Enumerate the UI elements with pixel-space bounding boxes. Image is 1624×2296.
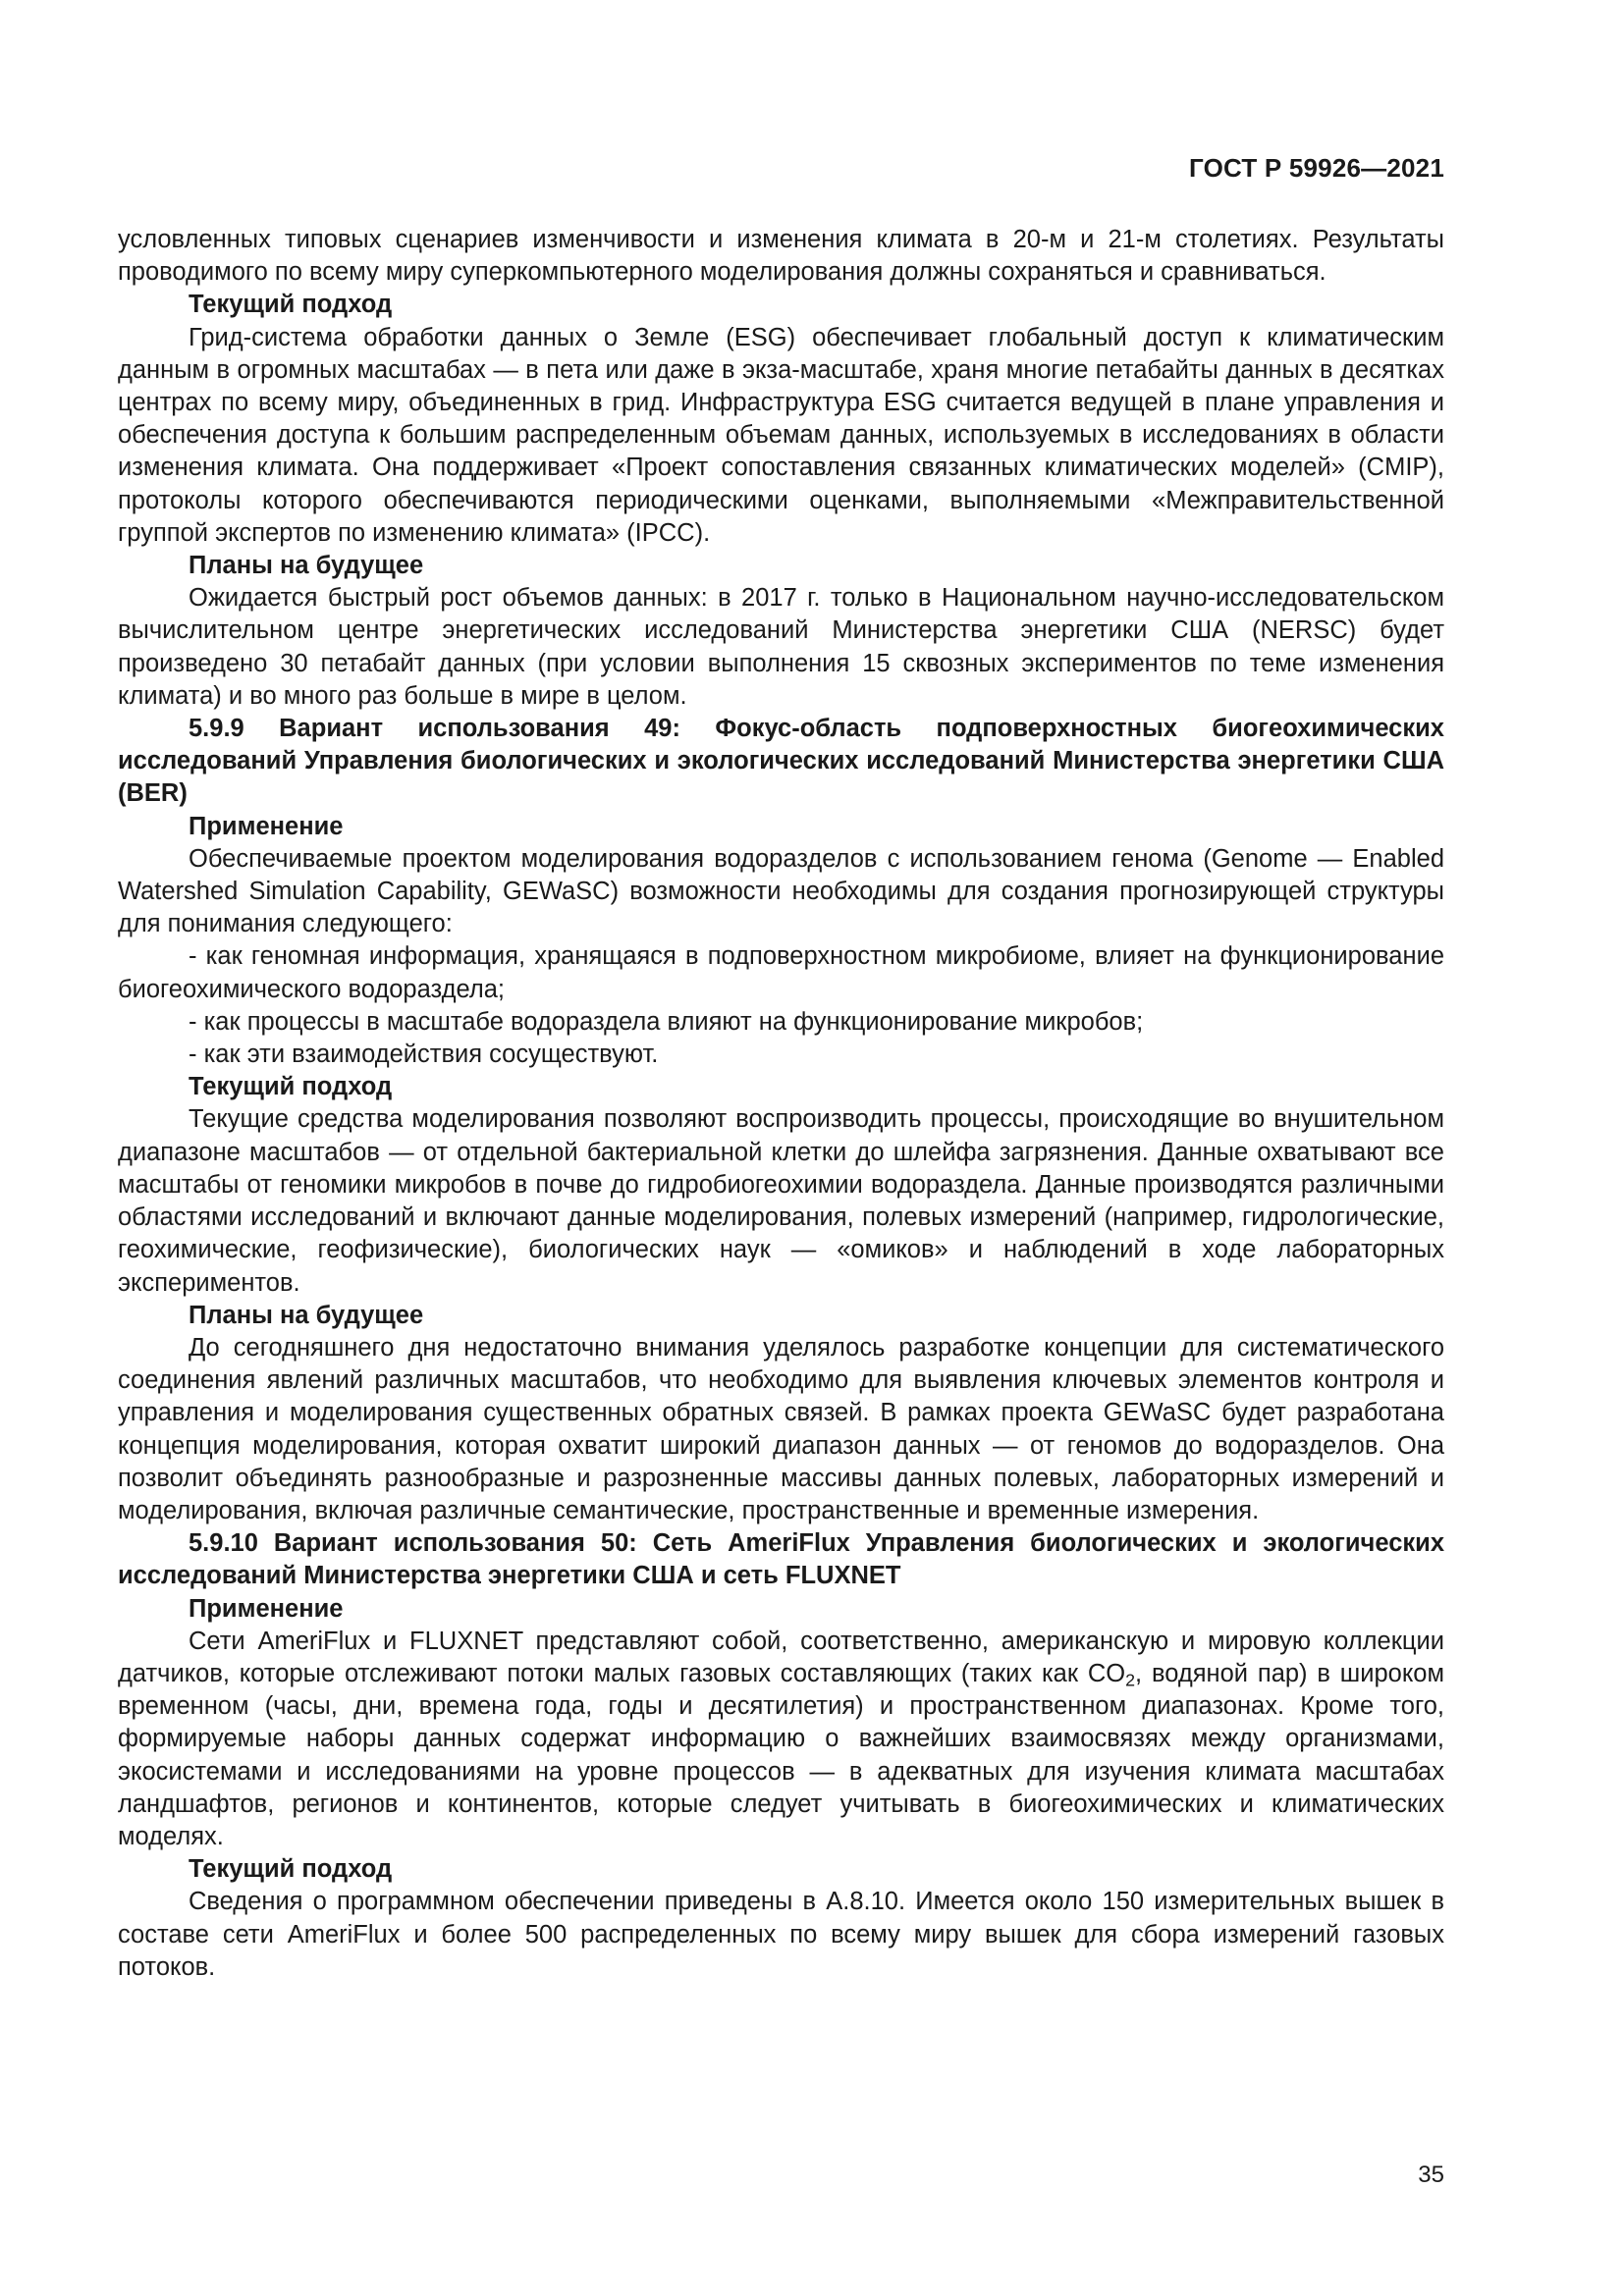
document-header: ГОСТ Р 59926—2021 [1189,153,1444,183]
paragraph-modeling-tools: Текущие средства моделирования позволяют воспроизводить процессы, происходящие во внушительном диапазоне масштабов — от отдельной бактериальной клетки до шлейфа загрязнения. Данные охватывают все масштабы от геномики микробов в почве до гидробиогеохимии водораздела. Данные производятся различными областями исследований и включают данные моделирования, полевых измерений (например, гидрологические, геохимические, геофизические), биологических наук — «омиков» и наблюдений в ходе лабораторных экспериментов. [118,1105,1444,1297]
section-heading-5-9-10: 5.9.10 Вариант использования 50: Сеть AmeriFlux Управления биологических и экологических исследований Министерства энергетики США и сеть FLUXNET [118,1529,1444,1590]
section-heading-5-9-9: 5.9.9 Вариант использования 49: Фокус-область подповерхностных биогеохимических исследований Управления биологических и экологических исследований Министерства энергетики США (BER) [118,715,1444,808]
subheading-current-approach: Текущий подход [189,1073,393,1101]
paragraph-nersc: Ожидается быстрый рост объемов данных: в 2017 г. только в Национальном научно-исследовательском вычислительном центре энергетических исследований Министерства энергетики США (NERSC) будет произведено 30 петабайт данных (при условии выполнения 15 сквозных экспериментов по теме изменения климата) и во много раз больше в мире в целом. [118,584,1444,710]
list-item: - как эти взаимодействия сосуществуют. [189,1041,659,1069]
subheading-future-plans: Планы на будущее [189,552,424,580]
list-item: - как геномная информация, хранящаяся в подповерхностном микробиоме, влияет на функционирование биогеохимического водораздела; [118,942,1444,1003]
paragraph-continuation: условленных типовых сценариев изменчивости и изменения климата в 20-м и 21-м столетиях. Результаты проводимого по всему миру суперкомпьютерного моделирования должны сохраняться и сравниваться. [118,226,1444,287]
paragraph-esg: Грид-система обработки данных о Земле (ESG) обеспечивает глобальный доступ к климатическим данным в огромных масштабах — в пета или даже в экза-масштабе, храня многие петабайты данных в десятках центрах по всему миру, объединенных в грид. Инфраструктура ESG считается ведущей в плане управления и обеспечения доступа к большим распределенным объемам данных, используемых в исследованиях в области изменения климата. Она поддерживает «Проект сопоставления связанных климатических моделей» (CMIP), протоколы которого обеспечиваются периодическими оценками, выполняемыми «Межправительственной группой экспертов по изменению климата» (IPCC). [118,323,1444,547]
subheading-application: Применение [189,1594,344,1623]
paragraph-gewasc-concept: До сегодняшнего дня недостаточно внимания уделялось разработке концепции для систематического соединения явлений различных масштабов, что необходимо для выявления ключевых элементов контроля и управления и моделирования существенных обратных связей. В рамках проекта GEWaSC будет разработана концепция моделирования, которая охватит широкий диапазон данных — от геномов до водоразделов. Она позволит объединять разнообразные и разрозненные массивы данных полевых, лабораторных измерений и моделирования, включая различные семантические, пространственные и временные измерения. [118,1333,1444,1524]
list-item: - как процессы в масштабе водораздела влияют на функционирование микробов; [189,1007,1144,1036]
text-segment: Сети AmeriFlux и FLUXNET представляют собой, соответственно, американскую и мировую коллекции датчиков, которые отслеживают потоки малых газовых составляющих (таких как CO [118,1627,1444,1687]
subheading-application: Применение [189,812,344,840]
subheading-current-approach: Текущий подход [189,291,393,319]
subheading-future-plans: Планы на будущее [189,1301,424,1329]
text-segment: , водяной пар) в широком временном (часы, дни, времена года, годы и десятилетия) и пространственном диапазонах. Кроме того, формируемые наборы данных содержат информацию о важнейших взаимосвязях между организмами, экосистемами и исследованиями на уровне процессов — в адекватных для изучения климата масштабах ландшафтов, регионов и континентов, которые следует учитывать в биогеохимических и климатических моделях. [118,1659,1444,1850]
document-body [118,224,1444,1984]
paragraph-ameriflux [118,1626,1444,1853]
page-number: 35 [1418,2162,1444,2188]
paragraph-software: Сведения о программном обеспечении приведены в А.8.10. Имеется около 150 измерительных вышек в составе сети AmeriFlux и более 500 распределенных по всему миру вышек для сбора измерений газовых потоков. [118,1888,1444,1981]
subscript-2: 2 [1125,1670,1136,1690]
subheading-current-approach: Текущий подход [189,1855,393,1884]
paragraph-gewasc-intro: Обеспечиваемые проектом моделирования водоразделов с использованием генома (Genome — Enabled Watershed Simulation Capability, GEWaSC) возможности необходимы для создания прогнозирующей структуры для понимания следующего: [118,844,1444,938]
